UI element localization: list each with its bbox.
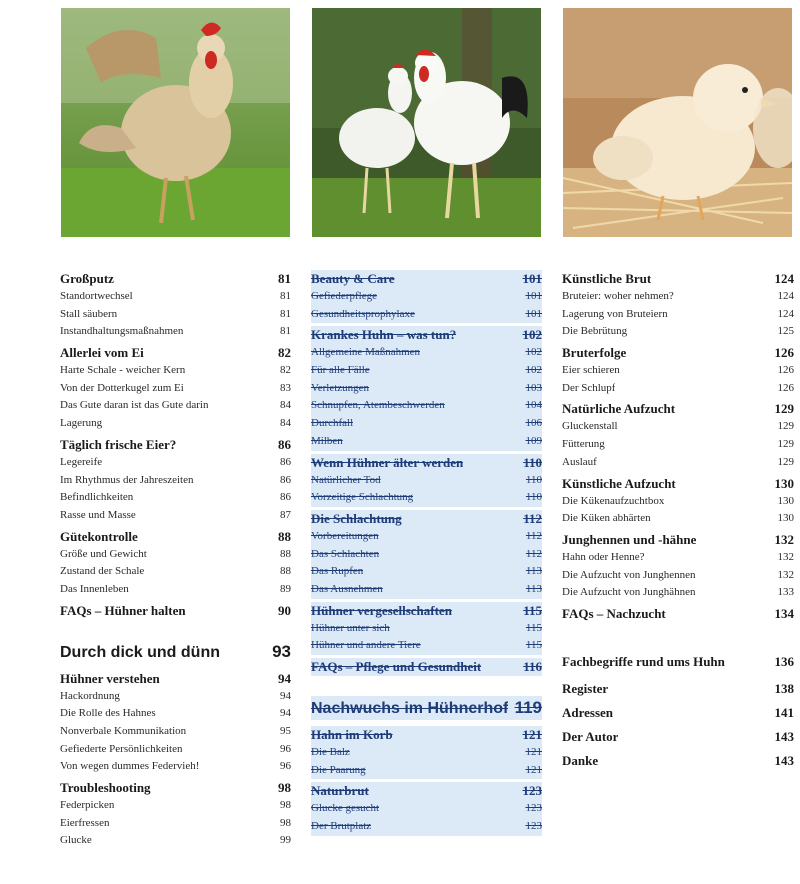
toc-entry-title: Der Autor	[562, 728, 619, 744]
toc-entry[interactable]	[60, 546, 291, 564]
toc-page-number: 125	[777, 325, 794, 338]
toc-page-number: 84	[280, 399, 291, 412]
toc-page-number: 130	[777, 512, 794, 525]
chick-photo	[563, 8, 792, 237]
toc-page-number: 94	[280, 689, 291, 702]
toc-entry[interactable]	[311, 546, 542, 564]
toc-entry[interactable]	[562, 418, 794, 436]
toc-entry-title: Adressen	[562, 704, 614, 720]
toc-page-number: 88	[280, 565, 291, 578]
toc-page-number: 81	[280, 307, 291, 320]
toc-section[interactable]	[562, 728, 794, 746]
toc-page-number: 129	[777, 420, 794, 433]
toc-entry-title: Bruteier: woher nehmen?	[562, 290, 674, 302]
toc-section[interactable]	[311, 782, 542, 800]
toc-entry[interactable]	[311, 415, 542, 433]
toc-entry-title: Die Aufzucht von Junghennen	[562, 568, 696, 581]
toc-entry[interactable]	[562, 584, 794, 602]
toc-entry-title: Gluckenstall	[562, 420, 618, 433]
toc-page-number: 93	[272, 641, 291, 661]
toc-entry-title: Eier schieren	[562, 364, 620, 377]
toc-page-number: 102	[525, 364, 542, 377]
toc-page-number: 106	[525, 417, 542, 430]
toc-entry-title: Für alle Fälle	[311, 364, 370, 377]
toc-entry[interactable]	[60, 323, 291, 341]
toc-section[interactable]	[311, 726, 542, 744]
toc-entry[interactable]	[311, 380, 542, 398]
toc-entry[interactable]	[562, 288, 794, 306]
toc-entry-title: Hühner verstehen	[60, 670, 160, 686]
toc-entry-title: Fütterung	[562, 438, 605, 451]
toc-entry-title: Natürlicher Tod	[311, 473, 381, 486]
toc-entry-title: Hahn oder Henne?	[562, 550, 645, 563]
toc-section[interactable]	[562, 344, 794, 362]
toc-section[interactable]	[60, 344, 291, 362]
toc-page-number: 115	[525, 621, 542, 634]
toc-page-number: 86	[278, 436, 291, 452]
toc-entry[interactable]	[311, 818, 542, 836]
toc-entry-title: Federpicken	[60, 799, 115, 812]
toc-page-number: 86	[280, 455, 291, 468]
toc-page-number: 126	[777, 364, 794, 377]
toc-entry-title: Allgemeine Maßnahmen	[311, 346, 421, 359]
toc-entry-title: Rasse und Masse	[60, 508, 136, 521]
toc-entry[interactable]	[562, 380, 794, 398]
toc-section[interactable]	[311, 658, 542, 676]
toc-page-number: 87	[280, 508, 291, 521]
toc-page-number: 126	[777, 381, 794, 394]
toc-entry-title: Das Gute daran ist das Gute darin	[60, 399, 209, 412]
toc-entry[interactable]	[562, 323, 794, 341]
toc-entry-title: Bruterfolge	[562, 345, 627, 361]
toc-entry-title: Der Schlupf	[562, 381, 616, 394]
toc-entry-title: Die Balz	[311, 746, 350, 758]
toc-section[interactable]	[311, 510, 542, 528]
toc-entry-title: Standortwechsel	[60, 290, 133, 302]
toc-section[interactable]	[562, 704, 794, 722]
toc-page-number: 89	[280, 582, 291, 595]
toc-page-number: 82	[280, 364, 291, 377]
toc-chapter[interactable]	[311, 696, 542, 720]
toc-entry[interactable]	[60, 306, 291, 324]
toc-section[interactable]	[562, 653, 794, 671]
toc-entry[interactable]	[60, 397, 291, 415]
toc-page-number: 101	[522, 271, 542, 286]
toc-entry-title: Instandhaltungsmaßnahmen	[60, 325, 184, 338]
toc-entry[interactable]	[562, 493, 794, 511]
toc-entry[interactable]	[60, 741, 291, 759]
toc-page-number: 99	[280, 834, 291, 847]
toc-entry-title: Befindlichkeiten	[60, 491, 134, 504]
toc-page-number: 119	[514, 698, 542, 717]
toc-page-number: 96	[280, 742, 291, 755]
toc-section[interactable]	[562, 605, 794, 623]
toc-section[interactable]	[60, 602, 291, 620]
toc-section[interactable]	[60, 436, 291, 454]
toc-entry[interactable]	[60, 797, 291, 815]
toc-entry-title: Täglich frische Eier?	[60, 436, 177, 452]
toc-entry[interactable]	[311, 581, 542, 599]
toc-page-number: 103	[525, 381, 542, 394]
toc-entry-title: Auslauf	[562, 455, 597, 468]
toc-entry[interactable]	[562, 436, 794, 454]
toc-entry-title: Glucke gesucht	[311, 802, 380, 815]
toc-section[interactable]	[311, 454, 542, 472]
toc-entry-title: Krankes Huhn – was tun?	[311, 327, 457, 343]
toc-page-number: 121	[522, 727, 542, 742]
toc-page-number: 112	[525, 547, 542, 560]
toc-entry-title: Verletzungen	[311, 381, 370, 394]
toc-page-number: 123	[525, 820, 542, 833]
toc-page-number: 121	[525, 746, 542, 758]
toc-entry[interactable]	[60, 832, 291, 850]
toc-entry-title: Das Innenleben	[60, 582, 129, 595]
toc-entry-title: Hühner unter sich	[311, 621, 390, 634]
toc-page-number: 129	[777, 438, 794, 451]
toc-page-number: 124	[774, 271, 794, 286]
toc-section[interactable]	[60, 528, 291, 546]
toc-column-1	[60, 270, 291, 850]
toc-entry[interactable]	[311, 637, 542, 655]
toc-entry-title: Gefiederte Persönlichkeiten	[60, 742, 183, 755]
toc-page-number: 81	[280, 290, 291, 302]
toc-section[interactable]	[311, 270, 542, 288]
toc-section[interactable]	[562, 400, 794, 418]
toc-entry-title: Die Paarung	[311, 763, 366, 776]
toc-entry-title: Künstliche Aufzucht	[562, 475, 676, 491]
toc-entry-title: Das Ausnehmen	[311, 582, 383, 595]
toc-page-number: 98	[280, 816, 291, 829]
toc-entry[interactable]	[60, 380, 291, 398]
toc-entry-title: Stall säubern	[60, 307, 118, 320]
toc-entry-title: Danke	[562, 752, 599, 768]
rooster-photo	[61, 8, 290, 237]
toc-entry[interactable]	[562, 454, 794, 472]
toc-page-number: 110	[523, 454, 542, 470]
toc-page-number: 129	[777, 455, 794, 468]
toc-page-number: 130	[774, 475, 794, 491]
toc-page-number: 115	[525, 639, 542, 652]
toc-entry[interactable]	[311, 306, 542, 324]
toc-page-number: 101	[525, 307, 542, 320]
toc-entry-title: Eierfressen	[60, 816, 110, 829]
toc-entry-title: Gütekontrolle	[60, 528, 138, 544]
toc-entry-title: Lagerung	[60, 417, 103, 430]
toc-page-number: 124	[777, 290, 794, 302]
toc-page-number: 83	[280, 381, 291, 394]
toc-entry-title: Großputz	[60, 271, 114, 286]
toc-page-number: 90	[278, 602, 291, 618]
toc-entry[interactable]	[562, 549, 794, 567]
toc-entry-title: Künstliche Brut	[562, 271, 652, 286]
toc-page-number: 102	[522, 327, 542, 343]
toc-page-number: 121	[525, 763, 542, 776]
toc-column-3	[562, 270, 794, 770]
toc-page-number: 132	[774, 531, 794, 547]
toc-entry-title: Naturbrut	[311, 783, 369, 799]
toc-section[interactable]	[311, 602, 542, 620]
toc-page-number: 123	[522, 783, 542, 799]
toc-entry[interactable]	[60, 758, 291, 776]
toc-page-number: 132	[777, 568, 794, 581]
toc-entry-title: Milben	[311, 434, 343, 447]
toc-page-number: 116	[523, 659, 542, 674]
toc-column-2	[311, 270, 542, 836]
toc-page-number: 101	[525, 290, 542, 302]
toc-page-number: 82	[278, 345, 291, 361]
toc-page-number: 143	[774, 752, 794, 768]
toc-page-number: 129	[774, 401, 794, 417]
toc-entry-title: Im Rhythmus der Jahreszeiten	[60, 473, 194, 486]
toc-entry-title: FAQs – Hühner halten	[60, 602, 186, 618]
toc-entry[interactable]	[311, 344, 542, 362]
toc-entry-title: Das Rupfen	[311, 565, 364, 578]
toc-entry-title: Der Brutplatz	[311, 820, 372, 833]
toc-entry-title: Von wegen dummes Federvieh!	[60, 760, 200, 773]
toc-entry-title: Troubleshooting	[60, 780, 151, 796]
toc-page-number: 98	[278, 780, 291, 796]
toc-entry-title: Fachbegriffe rund ums Huhn	[562, 653, 725, 669]
toc-page-number: 81	[278, 271, 291, 286]
toc-entry-title: Hühner und andere Tiere	[311, 639, 421, 652]
toc-page-number: 126	[774, 345, 794, 361]
toc-entry-title: Wenn Hühner älter werden	[311, 454, 464, 470]
toc-entry[interactable]	[60, 288, 291, 306]
toc-entry[interactable]	[562, 362, 794, 380]
toc-chapter-title: Nachwuchs im Hühnerhof	[311, 700, 509, 717]
toc-entry[interactable]	[311, 762, 542, 780]
toc-entry-title: Gesundheitsprophylaxe	[311, 307, 415, 320]
toc-entry-title: Von der Dotterkugel zum Ei	[60, 381, 184, 394]
toc-entry-title: Hackordnung	[60, 689, 120, 702]
toc-entry[interactable]	[311, 288, 542, 306]
toc-entry-title: Das Schlachten	[311, 547, 380, 560]
toc-page-number: 104	[525, 399, 542, 412]
toc-entry-title: Natürliche Aufzucht	[562, 401, 676, 417]
toc-entry-title: Hühner vergesellschaften	[311, 602, 452, 618]
toc-entry-title: Junghennen und -hähne	[562, 531, 697, 547]
toc-page-number: 81	[280, 325, 291, 338]
toc-entry[interactable]	[60, 415, 291, 433]
toc-page-number: 94	[280, 707, 291, 720]
toc-entry[interactable]	[60, 815, 291, 833]
toc-entry[interactable]	[311, 744, 542, 762]
toc-entry[interactable]	[60, 454, 291, 472]
toc-page-number: 132	[777, 550, 794, 563]
toc-entry-title: Legereife	[60, 455, 103, 468]
toc-entry-title: Allerlei vom Ei	[60, 345, 144, 361]
toc-entry[interactable]	[60, 472, 291, 490]
toc-entry[interactable]	[311, 620, 542, 638]
toc-entry-title: Größe und Gewicht	[60, 547, 147, 560]
toc-page-number: 95	[280, 725, 291, 737]
toc-entry-title: Beauty & Care	[311, 271, 395, 286]
toc-page-number: 109	[525, 434, 542, 447]
toc-page-number: 102	[525, 346, 542, 359]
toc-entry-title: Die Kükenaufzuchtbox	[562, 494, 665, 507]
toc-page-number: 134	[774, 605, 794, 621]
toc-entry-title: Die Aufzucht von Junghähnen	[562, 586, 696, 599]
toc-section[interactable]	[562, 680, 794, 698]
toc-entry-title: Vorzeitige Schlachtung	[311, 491, 414, 504]
toc-page-number: 110	[525, 473, 542, 486]
toc-section[interactable]	[562, 752, 794, 770]
toc-page-number: 124	[777, 307, 794, 320]
toc-page-number: 112	[523, 510, 542, 526]
toc-page-number: 113	[525, 582, 542, 595]
toc-section[interactable]	[60, 670, 291, 688]
toc-page-number: 110	[525, 491, 542, 504]
toc-entry[interactable]	[60, 705, 291, 723]
toc-entry[interactable]	[60, 688, 291, 706]
toc-entry[interactable]	[311, 528, 542, 546]
toc-entry[interactable]	[311, 362, 542, 380]
toc-page-number: 88	[280, 547, 291, 560]
toc-entry-title: Hahn im Korb	[311, 727, 393, 742]
toc-entry[interactable]	[311, 800, 542, 818]
toc-entry-title: FAQs – Nachzucht	[562, 605, 666, 621]
toc-entry-title: Vorbereitungen	[311, 529, 379, 542]
toc-entry-title: Die Rolle des Hahnes	[60, 707, 156, 720]
toc-entry-title: Die Schlachtung	[311, 510, 402, 526]
hen-and-rooster-photo	[312, 8, 541, 237]
toc-entry[interactable]	[60, 362, 291, 380]
toc-page-number: 143	[774, 728, 794, 744]
toc-entry[interactable]	[60, 723, 291, 741]
toc-page-number: 123	[525, 802, 542, 815]
toc-page-number: 98	[280, 799, 291, 812]
toc-entry-title: Lagerung von Bruteiern	[562, 307, 668, 320]
toc-page-number: 96	[280, 760, 291, 773]
toc-section[interactable]	[311, 326, 542, 344]
toc-page-number: 138	[774, 680, 794, 696]
toc-entry-title: Zustand der Schale	[60, 565, 145, 578]
toc-entry-title: Durchfall	[311, 417, 354, 430]
toc-entry[interactable]	[562, 567, 794, 585]
toc-entry[interactable]	[311, 563, 542, 581]
toc-entry-title: Harte Schale - weicher Kern	[60, 364, 186, 377]
toc-entry[interactable]	[311, 433, 542, 451]
toc-entry-title: Schnupfen, Atembeschwerden	[311, 399, 445, 412]
toc-section[interactable]	[562, 531, 794, 549]
toc-page-number: 84	[280, 417, 291, 430]
toc-entry-title: FAQs – Pflege und Gesundheit	[311, 659, 482, 674]
toc-entry-title: Die Bebrütung	[562, 325, 628, 338]
toc-chapter[interactable]	[60, 640, 291, 664]
toc-entry-title: Gefiederpflege	[311, 290, 377, 302]
toc-page-number: 133	[777, 586, 794, 599]
toc-entry[interactable]	[311, 397, 542, 415]
toc-page-number: 86	[280, 473, 291, 486]
toc-entry[interactable]	[562, 306, 794, 324]
toc-entry-title: Register	[562, 680, 609, 696]
toc-entry[interactable]	[311, 472, 542, 490]
toc-entry-title: Glucke	[60, 834, 92, 847]
toc-section[interactable]	[562, 270, 794, 288]
toc-chapter-title: Durch dick und dünn	[60, 643, 220, 661]
toc-entry[interactable]	[60, 507, 291, 525]
toc-section[interactable]	[60, 270, 291, 288]
toc-page-number: 113	[525, 565, 542, 578]
toc-page-number: 88	[278, 528, 291, 544]
toc-entry[interactable]	[311, 489, 542, 507]
toc-page-number: 115	[523, 602, 542, 618]
toc-entry-title: Nonverbale Kommunikation	[60, 725, 187, 737]
toc-page-number: 141	[774, 704, 794, 720]
toc-entry[interactable]	[562, 510, 794, 528]
toc-section[interactable]	[562, 475, 794, 493]
toc-section[interactable]	[60, 779, 291, 797]
toc-page-number: 112	[525, 529, 542, 542]
toc-page-number: 94	[278, 670, 291, 686]
toc-entry-title: Die Küken abhärten	[562, 512, 651, 525]
toc-page-number: 86	[280, 491, 291, 504]
toc-entry[interactable]	[60, 563, 291, 581]
toc-page-number: 130	[777, 494, 794, 507]
toc-entry[interactable]	[60, 581, 291, 599]
toc-entry[interactable]	[60, 489, 291, 507]
toc-page-number: 136	[774, 653, 794, 669]
